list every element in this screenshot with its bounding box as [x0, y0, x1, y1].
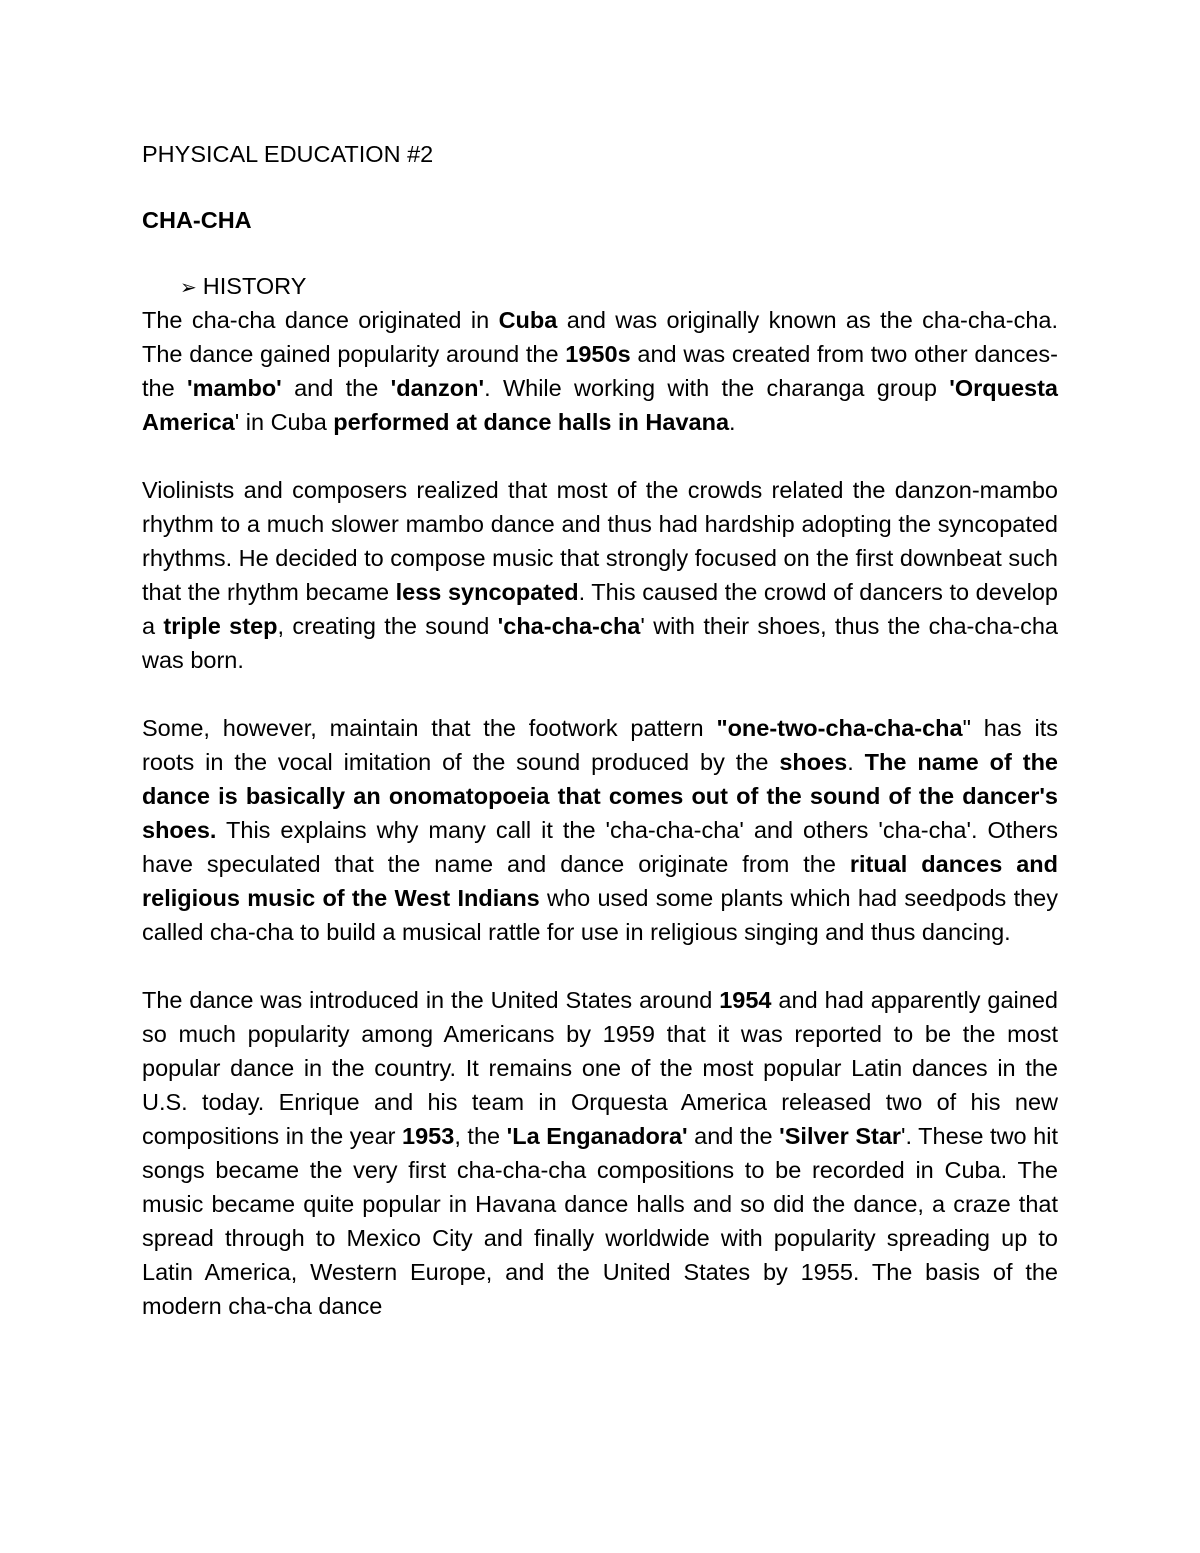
text-run: . While working with the charanga group: [484, 375, 950, 401]
bold-text-run: Cuba: [498, 307, 558, 333]
text-run: , the: [454, 1123, 507, 1149]
bold-text-run: triple step: [163, 613, 278, 639]
section-heading-label: HISTORY: [202, 273, 307, 299]
paragraph-list: [142, 303, 1058, 1323]
text-run: .: [847, 749, 865, 775]
bold-text-run: 'cha-cha-cha: [497, 613, 641, 639]
bold-text-run: 'Orquesta America: [142, 375, 1059, 435]
arrowhead-bullet-icon: ➢: [180, 275, 197, 299]
text-run: and the: [281, 375, 391, 401]
text-run: and was originally known as the cha-cha-cha. The dance gained popularity around the: [142, 307, 1058, 367]
bold-text-run: 'mambo': [187, 375, 282, 401]
paragraph-name-origin: [142, 711, 1058, 949]
bold-text-run: 'Silver Star: [779, 1123, 902, 1149]
document-body: [142, 137, 1058, 1323]
text-run: who used some plants which had seedpods they called cha-cha to build a musical rattle for use in religious singing and thus dancing.: [142, 885, 1058, 945]
paragraph-origin: [142, 303, 1058, 439]
text-run: and had apparently gained so much popularity among Americans by 1959 that it was reported to be the most popular dance in the country. It remains one of the most popular Latin dances in the U.S. today. Enrique and his team in Orquesta America released two of his new compositions in the year: [142, 987, 1058, 1149]
bold-text-run: ritual dances and religious music of the West Indians: [142, 851, 1059, 911]
bold-text-run: 1950s: [565, 341, 631, 367]
document-heading: CHA-CHA: [142, 207, 252, 233]
bold-text-run: shoes: [779, 749, 848, 775]
bold-text-run: 'La Enganadora': [506, 1123, 688, 1149]
text-run: " has its roots in the vocal imitation of the sound produced by the: [142, 715, 1058, 775]
bold-text-run: The name of the dance is basically an onomatopoeia that comes out of the sound of the dancer's shoes.: [142, 749, 1058, 843]
bold-text-run: "one-two-cha-cha-cha: [716, 715, 963, 741]
text-run: '. These two hit songs became the very first cha-cha-cha compositions to be recorded in Cuba. The music became quite popular in Havana dance halls and so did the dance, a craze that spread through to Mexico City and finally worldwide with popularity spreading up to Latin America, Western Europe, and the United States by 1955. The basis of the modern cha-cha dance: [142, 1123, 1058, 1319]
bold-text-run: performed at dance halls in Havana: [333, 409, 730, 435]
bold-text-run: 'danzon': [390, 375, 485, 401]
bold-text-run: less syncopated: [395, 579, 579, 605]
bold-text-run: 1953: [402, 1123, 455, 1149]
bold-text-run: 1954: [719, 987, 772, 1013]
text-run: and the: [687, 1123, 780, 1149]
paragraph-united-states: [142, 983, 1058, 1323]
text-run: ' with their shoes, thus the cha-cha-cha was born.: [142, 613, 1058, 673]
paragraph-syncopation: [142, 473, 1058, 677]
text-run: .: [729, 409, 736, 435]
text-run: . This caused the crowd of dancers to develop a: [142, 579, 1058, 639]
text-run: Violinists and composers realized that most of the crowds related the danzon-mambo rhythm to a much slower mambo dance and thus had hardship adopting the syncopated rhythms. He decided to compose music that strongly focused on the first downbeat such that the rhythm became: [142, 477, 1058, 605]
text-run: Some, however, maintain that the footwork pattern: [142, 715, 717, 741]
document-title: PHYSICAL EDUCATION #2: [142, 141, 434, 167]
text-run: , creating the sound: [277, 613, 498, 639]
section-heading-history: [142, 269, 1058, 303]
text-run: The cha-cha dance originated in: [142, 307, 499, 333]
text-run: The dance was introduced in the United States around: [142, 987, 720, 1013]
text-run: This explains why many call it the 'cha-cha-cha' and others 'cha-cha'. Others have speculated that the name and dance originate from the: [142, 817, 1058, 877]
text-run: and was created from two other dances- the: [142, 341, 1058, 401]
text-run: ' in Cuba: [234, 409, 334, 435]
